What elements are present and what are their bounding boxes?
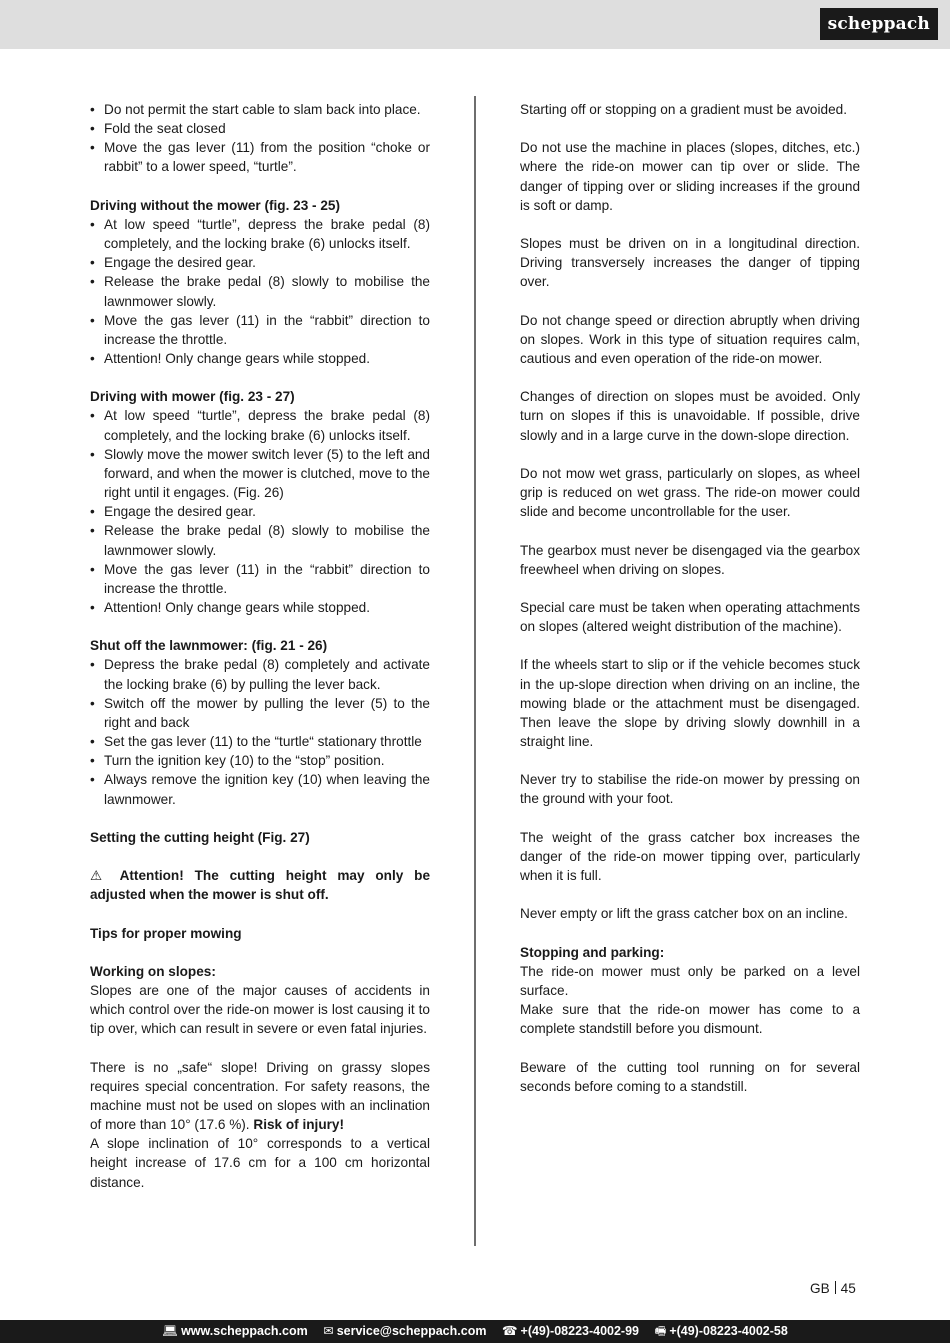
parking-paragraph: Make sure that the ride-on mower has come to a complete standstill before you dismount. — [520, 1002, 860, 1037]
list-item: • Do not permit the start cable to slam back into place. — [90, 100, 430, 119]
list-item: • Attention! Only change gears while stopped. — [90, 349, 430, 368]
phone-icon: ☎︎ — [501, 1324, 518, 1338]
paragraph: Changes of direction on slopes must be avoided. Only turn on slopes if this is unavoidable. If possible, drive slowly and in a large curve in the down-slope direction. — [520, 389, 860, 443]
paragraph: Never try to stabilise the ride-on mower by pressing on the ground with your foot. — [520, 772, 860, 807]
paragraph: Special care must be taken when operating attachments on slopes (altered weight distribution of the machine). — [520, 599, 860, 635]
slopes-paragraph: A slope inclination of 10° corresponds to a vertical height increase of 17.6 cm for a 100 cm horizontal distance. — [90, 1136, 430, 1190]
page-number-separator — [835, 1281, 836, 1294]
section-heading-driving-with: Driving with mower (fig. 23 - 27) — [90, 389, 295, 405]
phone-text: +(49)-08223-4002-99 — [520, 1324, 640, 1338]
list-item: • Always remove the ignition key (10) when leaving the lawnmower. — [90, 770, 430, 808]
driving-with-list — [90, 406, 430, 617]
list-item: • Depress the brake pedal (8) completely and activate the locking brake (6) by pulling the lever back. — [90, 655, 430, 693]
paragraph: Do not mow wet grass, particularly on slopes, as wheel grip is reduced on wet grass. The ride-on mower could slide and become uncontrollable for the user. — [520, 465, 860, 520]
list-item: • Turn the ignition key (10) to the “stop” position. — [90, 751, 430, 770]
intro-list — [90, 100, 430, 177]
section-heading-driving-without: Driving without the mower (fig. 23 - 25) — [90, 197, 340, 213]
list-item: • Move the gas lever (11) in the “rabbit” direction to increase the throttle. — [90, 311, 430, 349]
list-item: • Slowly move the mower switch lever (5) to the left and forward, and when the mower is clutched, move to the right until it engages. (Fig. 26) — [90, 445, 430, 502]
list-item: • At low speed “turtle”, depress the brake pedal (8) completely, and the locking brake (6) unlocks itself. — [90, 406, 430, 444]
list-item: • Attention! Only change gears while stopped. — [90, 598, 430, 617]
paragraph: If the wheels start to slip or if the vehicle becomes stuck in the up-slope direction when driving on an incline, the mowing blade or the attachment must be disengaged. Then leave the slope by driving slowly downhill in a straight line. — [520, 657, 860, 750]
risk-of-injury-text: Risk of injury! — [253, 1117, 345, 1133]
page-number — [810, 1281, 856, 1296]
language-code: GB — [810, 1281, 830, 1296]
paragraph: The weight of the grass catcher box increases the danger of the ride-on mower tipping over, particularly when it is full. — [520, 829, 860, 884]
email-text: service@scheppach.com — [336, 1324, 487, 1338]
list-item: • Release the brake pedal (8) slowly to mobilise the lawnmower slowly. — [90, 272, 430, 310]
right-column — [520, 100, 860, 1096]
website-text: www.scheppach.com — [181, 1324, 308, 1338]
list-item: • At low speed “turtle”, depress the brake pedal (8) completely, and the locking brake (6) unlocks itself. — [90, 215, 430, 253]
fax-icon: 🖷︎ — [654, 1324, 667, 1338]
list-item: • Set the gas lever (11) to the “turtle“ stationary throttle — [90, 732, 430, 751]
computer-icon: 💻︎ — [162, 1324, 179, 1338]
list-item: • Switch off the mower by pulling the lever (5) to the right and back — [90, 694, 430, 732]
section-heading-parking: Stopping and parking: — [520, 944, 665, 960]
parking-paragraph: The ride-on mower must only be parked on a level surface. — [520, 963, 860, 998]
footer-fax — [655, 1324, 788, 1338]
slopes-paragraph: Slopes are one of the major causes of accidents in which control over the ride-on mower is lost causing it to tip over, which can result in severe or even fatal injuries. — [90, 983, 430, 1037]
fax-text: +(49)-08223-4002-58 — [669, 1324, 788, 1338]
paragraph: Do not change speed or direction abruptly when driving on slopes. Work in this type of situation requires calm, cautious and even operation of the ride-on mower. — [520, 312, 860, 366]
column-divider — [474, 96, 476, 1246]
list-item: • Release the brake pedal (8) slowly to mobilise the lawnmower slowly. — [90, 521, 430, 559]
paragraph: Slopes must be driven on in a longitudinal direction. Driving transversely increases the danger of tipping over. — [520, 236, 860, 290]
list-item: • Fold the seat closed — [90, 119, 430, 138]
page-number-value: 45 — [840, 1281, 856, 1296]
list-item: • Move the gas lever (11) from the position “choke or rabbit” to a lower speed, “turtle”. — [90, 138, 430, 176]
footer-email[interactable] — [323, 1324, 486, 1338]
scheppach-logo: scheppach — [820, 8, 938, 40]
section-heading-tips: Tips for proper mowing — [90, 925, 242, 941]
slopes-paragraph — [90, 1058, 430, 1135]
cutting-height-warning — [90, 866, 430, 904]
slopes-text: There is no „safe“ slope! Driving on grassy slopes requires special concentration. For safety reasons, the machine must not be used on slopes with an inclination of more than 10° (17.6 %). — [90, 1059, 430, 1133]
footer-website[interactable] — [162, 1324, 308, 1338]
list-item: • Move the gas lever (11) in the “rabbit” direction to increase the throttle. — [90, 560, 430, 598]
mail-icon: ✉︎ — [323, 1324, 334, 1338]
paragraph: Never empty or lift the grass catcher box on an incline. — [520, 906, 848, 922]
paragraph: Do not use the machine in places (slopes, ditches, etc.) where the ride-on mower can tip over or slide. The danger of tipping over or sliding increases if the ground is soft or damp. — [520, 140, 860, 213]
list-item: • Engage the desired gear. — [90, 502, 430, 521]
footer-phone[interactable] — [502, 1324, 639, 1338]
parking-paragraph: Beware of the cutting tool running on for several seconds before coming to a standstill. — [520, 1059, 860, 1094]
paragraph: The gearbox must never be disengaged via the gearbox freewheel when driving on slopes. — [520, 542, 860, 577]
left-column — [90, 100, 430, 1192]
section-heading-shut-off: Shut off the lawnmower: (fig. 21 - 26) — [90, 638, 328, 654]
driving-without-list — [90, 215, 430, 368]
warning-triangle-icon: ⚠ — [90, 868, 110, 884]
footer-bar — [0, 1320, 950, 1343]
section-heading-slopes: Working on slopes: — [90, 963, 216, 979]
section-heading-cutting-height: Setting the cutting height (Fig. 27) — [90, 829, 310, 845]
paragraph: Starting off or stopping on a gradient must be avoided. — [520, 102, 847, 117]
shut-off-list — [90, 655, 430, 808]
list-item: • Engage the desired gear. — [90, 253, 430, 272]
header-bar — [0, 0, 950, 49]
warning-text: Attention! The cutting height may only be adjusted when the mower is shut off. — [90, 868, 430, 903]
